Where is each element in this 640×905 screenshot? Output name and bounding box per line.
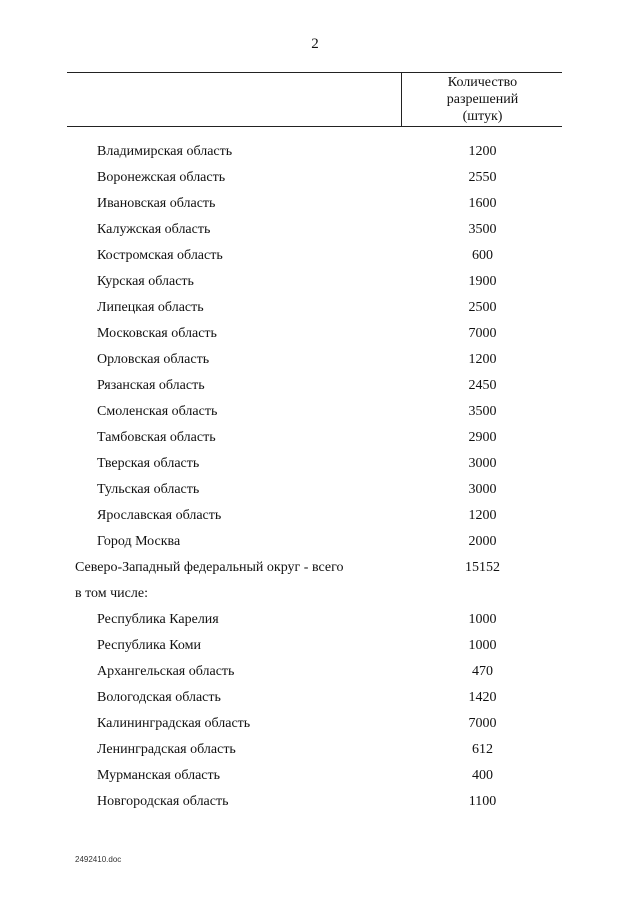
- region-name: Воронежская область: [97, 170, 226, 185]
- table-row: [0, 608, 640, 634]
- region-name: Город Москва: [97, 534, 181, 549]
- permit-count: 7000: [468, 326, 497, 341]
- permit-count: 2550: [468, 170, 497, 185]
- region-name: Республика Карелия: [97, 612, 219, 627]
- region-name: Мурманская область: [97, 768, 221, 783]
- permit-count: 600: [472, 248, 493, 263]
- table-row: [0, 140, 640, 166]
- page-number: 2: [311, 36, 319, 52]
- permit-count: 2900: [468, 430, 497, 445]
- permit-count: 400: [472, 768, 493, 783]
- permit-count: 1420: [468, 690, 497, 705]
- table-row: [0, 218, 640, 244]
- table-row: [0, 530, 640, 556]
- permit-count: 612: [472, 742, 493, 757]
- table-row: [0, 504, 640, 530]
- permit-count: 15152: [465, 560, 500, 575]
- header-line-1: Количество: [447, 75, 518, 90]
- table-row: [0, 452, 640, 478]
- region-name: Тамбовская область: [97, 430, 216, 445]
- permit-count: 1000: [468, 612, 497, 627]
- permit-count: 1000: [468, 638, 497, 653]
- region-name: Московская область: [97, 326, 217, 341]
- permit-count: 1600: [468, 196, 497, 211]
- permit-count: 2450: [468, 378, 497, 393]
- table-row: [0, 790, 640, 816]
- permit-count: 1200: [468, 144, 497, 159]
- table-row: [0, 426, 640, 452]
- permit-count: 1900: [468, 274, 497, 289]
- table-row: [0, 166, 640, 192]
- region-name: Костромская область: [97, 248, 223, 263]
- region-name: Ивановская область: [97, 196, 216, 211]
- region-name: Смоленская область: [97, 404, 218, 419]
- region-name: Калужская область: [97, 222, 211, 237]
- table-row: [0, 374, 640, 400]
- region-name: Ярославская область: [97, 508, 222, 523]
- table-row: [0, 270, 640, 296]
- region-name: Северо-Западный федеральный округ - всего: [75, 560, 344, 575]
- permit-count: 2500: [468, 300, 497, 315]
- permit-count: 3500: [468, 404, 497, 419]
- table-row: [0, 660, 640, 686]
- region-name: Новгородская область: [97, 794, 229, 809]
- table-row: [0, 296, 640, 322]
- table-row: [0, 322, 640, 348]
- header-line-2: разрешений: [446, 92, 519, 107]
- region-name: Рязанская область: [97, 378, 205, 393]
- table-row: [0, 400, 640, 426]
- table-row: [0, 634, 640, 660]
- permit-count: 1200: [468, 352, 497, 367]
- header-line-3: (штук): [462, 109, 503, 124]
- region-name: Тульская область: [97, 482, 200, 497]
- table-row: [0, 192, 640, 218]
- region-name: Ленинградская область: [97, 742, 236, 757]
- permit-count: 3000: [468, 482, 497, 497]
- table-row: [0, 348, 640, 374]
- table-row: [0, 478, 640, 504]
- table-header-quantity: [403, 74, 562, 125]
- permit-count: 2000: [468, 534, 497, 549]
- permits-table: [0, 140, 640, 816]
- permit-count: 7000: [468, 716, 497, 731]
- table-row: [0, 686, 640, 712]
- table-header-top-rule: [67, 72, 562, 73]
- region-name: в том числе:: [75, 586, 148, 601]
- permit-count: 3000: [468, 456, 497, 471]
- table-row: [0, 764, 640, 790]
- document-footer: 2492410.doc: [75, 855, 122, 864]
- table-row: [0, 582, 640, 608]
- permit-count: 470: [472, 664, 493, 679]
- region-name: Вологодская область: [97, 690, 221, 705]
- permit-count: 3500: [468, 222, 497, 237]
- table-row: [0, 712, 640, 738]
- region-name: Курская область: [97, 274, 194, 289]
- region-name: Владимирская область: [97, 144, 233, 159]
- table-row: [0, 556, 640, 582]
- region-name: Калининградская область: [97, 716, 251, 731]
- region-name: Республика Коми: [97, 638, 201, 653]
- region-name: Орловская область: [97, 352, 210, 367]
- region-name: Архангельская область: [97, 664, 235, 679]
- table-row: [0, 738, 640, 764]
- permit-count: 1200: [468, 508, 497, 523]
- region-name: Тверская область: [97, 456, 200, 471]
- region-name: Липецкая область: [97, 300, 204, 315]
- table-header-column-divider: [401, 72, 402, 126]
- table-header-bottom-rule: [67, 126, 562, 127]
- table-row: [0, 244, 640, 270]
- permit-count: 1100: [468, 794, 497, 809]
